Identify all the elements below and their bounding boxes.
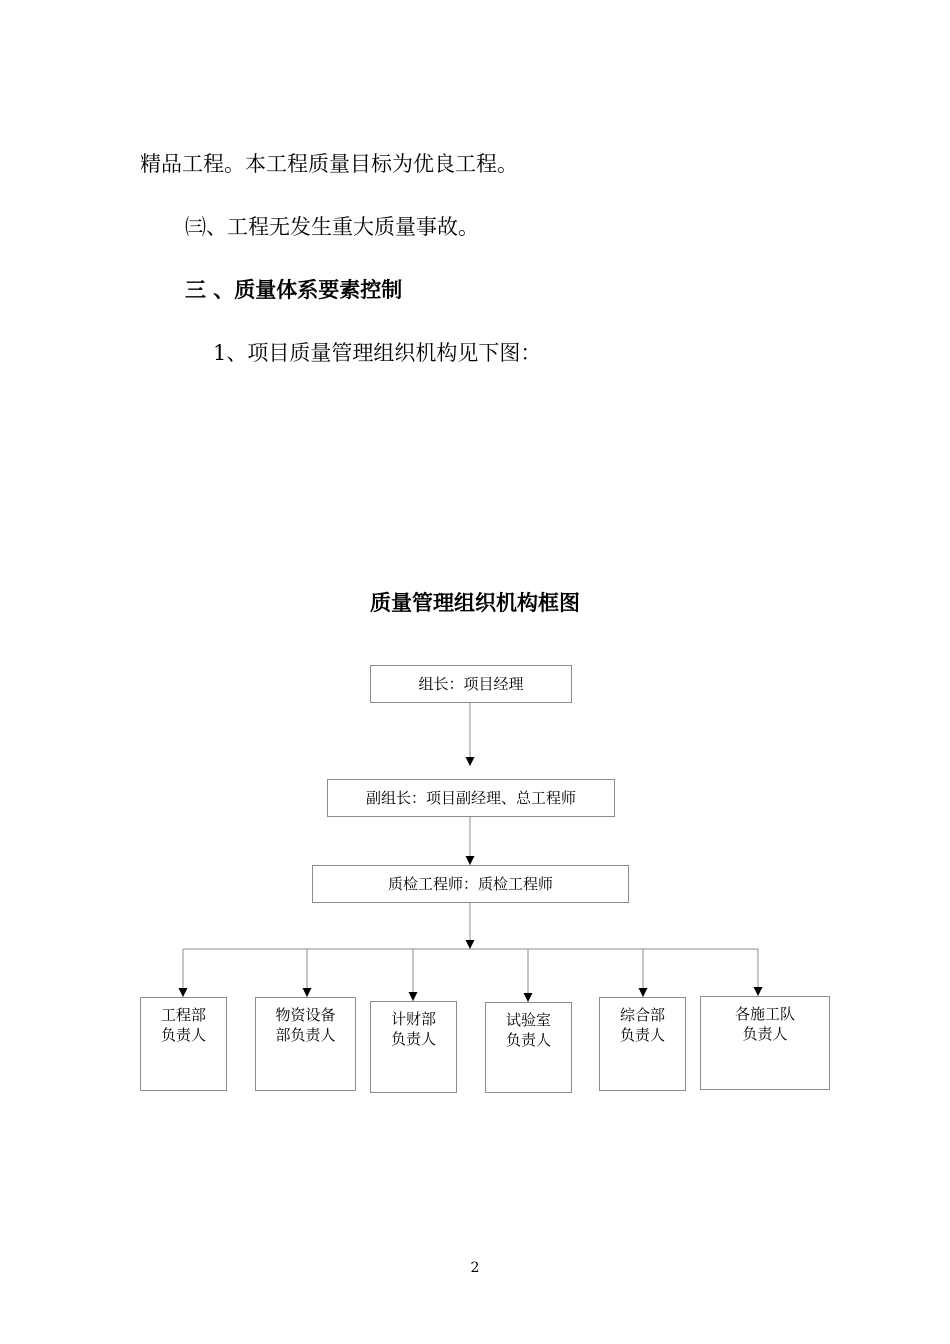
paragraph-quality-goal: 精品工程。本工程质量目标为优良工程。	[140, 152, 518, 176]
node-dept-general	[599, 997, 686, 1091]
node-dept-construction-teams	[700, 996, 830, 1090]
node-dept-materials-label: 物资设备 部负责人	[275, 1006, 336, 1044]
chart-title: 质量管理组织机构框图	[370, 591, 580, 615]
node-dept-laboratory	[485, 1002, 572, 1093]
node-inspector-label: 质检工程师：质检工程师	[387, 875, 553, 893]
section-heading: 三 、质量体系要素控制	[185, 278, 403, 302]
paragraph-org-intro: 1、项目质量管理组织机构见下图：	[213, 341, 542, 365]
node-dept-engineering	[140, 997, 227, 1091]
paragraph-no-accident: ㈢、工程无发生重大质量事故。	[185, 215, 479, 239]
node-inspector	[312, 865, 629, 903]
node-dept-general-label: 综合部 负责人	[619, 1006, 665, 1044]
page-number: 2	[470, 1260, 480, 1276]
node-leader	[370, 665, 572, 703]
node-dept-construction-teams-label: 各施工队 负责人	[734, 1005, 795, 1043]
node-deputy-label: 副组长：项目副经理、总工程师	[365, 789, 576, 807]
node-dept-laboratory-label: 试验室 负责人	[505, 1011, 551, 1049]
node-dept-engineering-label: 工程部 负责人	[160, 1006, 206, 1044]
node-dept-finance-label: 计财部 负责人	[390, 1010, 436, 1048]
node-deputy	[327, 779, 615, 817]
node-leader-label: 组长：项目经理	[418, 675, 524, 693]
node-dept-materials	[255, 997, 356, 1091]
node-dept-finance	[370, 1001, 457, 1093]
